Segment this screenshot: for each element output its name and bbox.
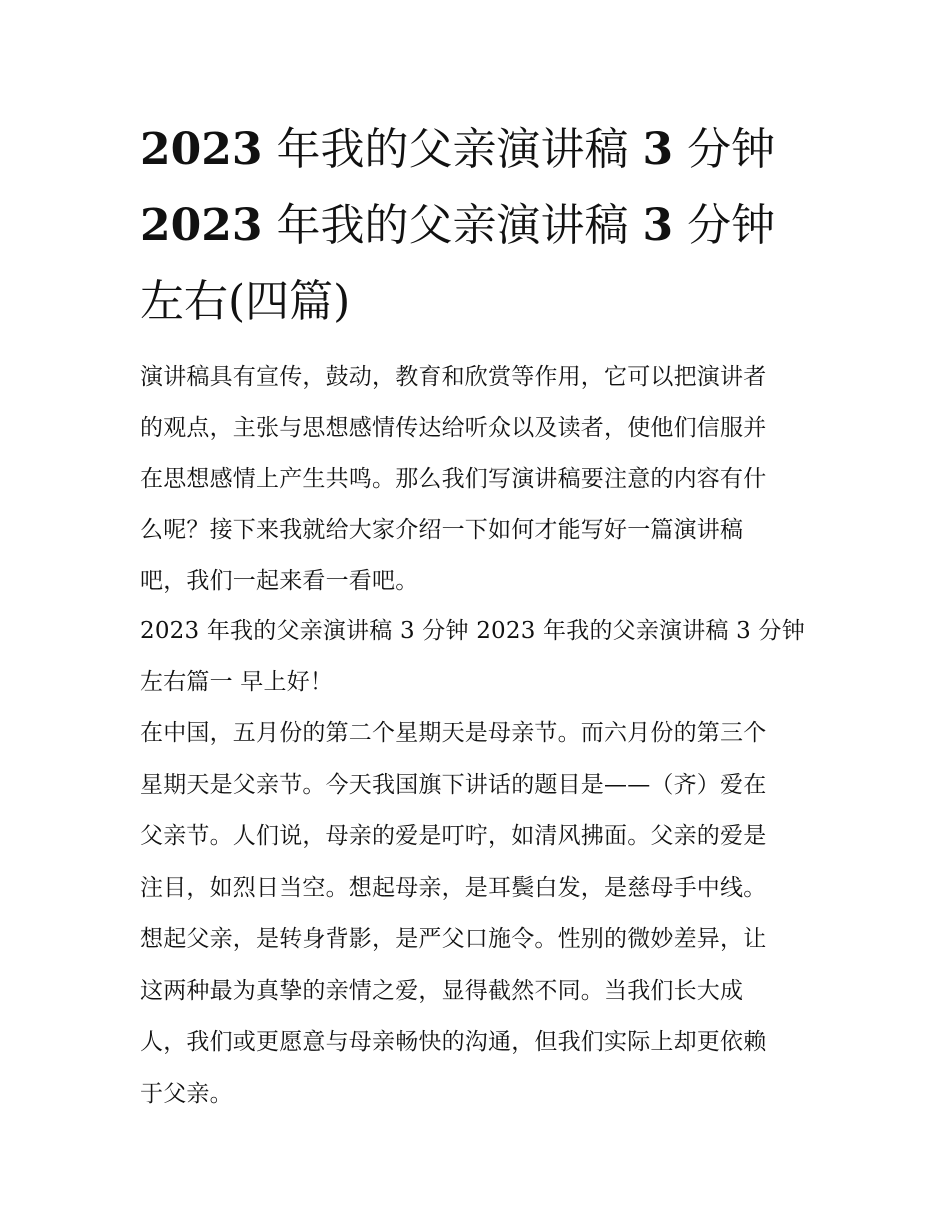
title-number: 3: [642, 200, 674, 251]
text-line: 么呢？接下来我就给大家介绍一下如何才能写好一篇演讲稿: [140, 517, 744, 543]
title-line-1: [140, 112, 830, 188]
page-title: [140, 112, 830, 340]
title-year: 2023: [140, 200, 263, 251]
text-line: 左右篇一 早上好！: [140, 669, 334, 695]
text-line: 演讲稿具有宣传，鼓动，教育和欣赏等作用，它可以把演讲者: [140, 364, 767, 390]
title-year: 2023: [140, 124, 263, 175]
text-line: 在思想感情上产生共鸣。那么我们写演讲稿要注意的内容有什: [140, 466, 767, 492]
text-line: 这两种最为真挚的亲情之爱，显得截然不同。当我们长大成: [140, 977, 744, 1004]
title-line-2: [140, 188, 830, 264]
title-number: 3: [642, 124, 674, 175]
title-text: 分钟: [673, 124, 776, 175]
body-paragraph: [140, 708, 815, 1120]
intro-paragraph: [140, 352, 815, 607]
title-line-3: [140, 264, 830, 340]
text-line: 于父亲。: [140, 1080, 233, 1107]
section-heading: [140, 606, 815, 708]
text-line: 吧，我们一起来看一看吧。: [140, 568, 419, 594]
title-text: 左右(四篇): [140, 276, 351, 327]
text-line: 父亲节。人们说，母亲的爱是叮咛，如清风拂面。父亲的爱是: [140, 823, 767, 849]
text-line: 注目，如烈日当空。想起母亲，是耳鬓白发，是慈母手中线。: [140, 874, 767, 901]
text-line: 的观点，主张与思想感情传达给听众以及读者，使他们信服并: [140, 415, 767, 441]
title-text: 分钟: [673, 200, 776, 251]
text-line: 想起父亲，是转身背影，是严父口施令。性别的微妙差异，让: [140, 926, 767, 952]
text-line: 2023 年我的父亲演讲稿 3 分钟 2023 年我的父亲演讲稿 3 分钟: [140, 618, 805, 644]
title-text: 年我的父亲演讲稿: [262, 124, 643, 175]
text-line: 在中国，五月份的第二个星期天是母亲节。而六月份的第三个: [140, 720, 767, 746]
title-text: 年我的父亲演讲稿: [262, 200, 643, 251]
text-line: 人，我们或更愿意与母亲畅快的沟通，但我们实际上却更依赖: [140, 1029, 767, 1055]
text-line: 星期天是父亲节。今天我国旗下讲话的题目是——（齐）爱在: [140, 771, 767, 798]
